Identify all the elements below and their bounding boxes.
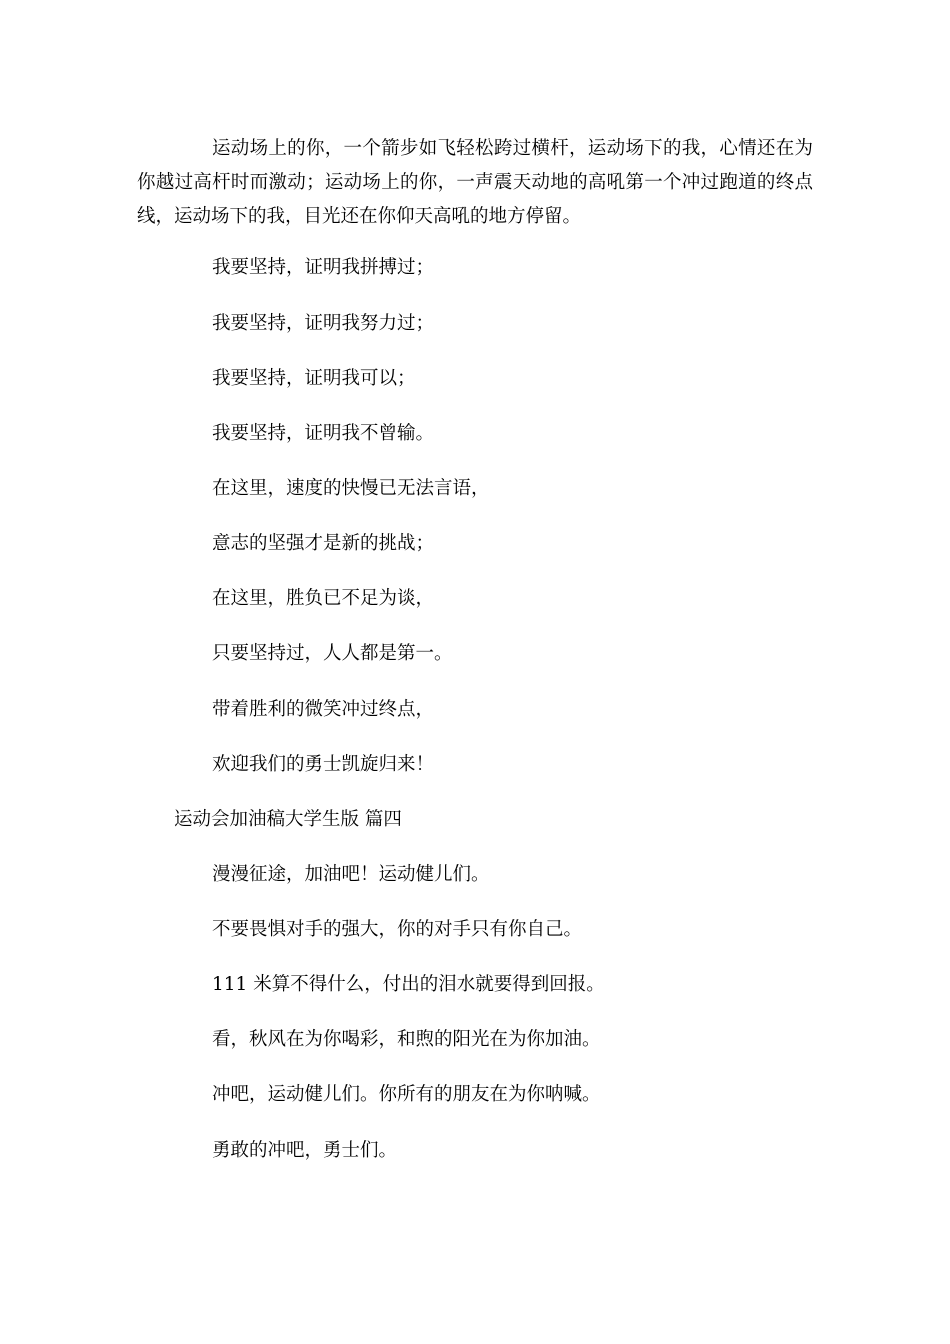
poem-line: 在这里，胜负已不足为谈， (212, 588, 435, 609)
section-heading: 运动会加油稿大学生版 篇四 (174, 809, 402, 830)
intro-paragraph: 运动场上的你，一个箭步如飞轻松跨过横杆，运动场下的我，心情还在为你越过高杆时而激动；运动场上的你，一声震天动地的高吼第一个冲过跑道的终点线，运动场下的我，目光还在你仰天高吼的地方停留。 (137, 138, 813, 227)
poem-line: 我要坚持，证明我不曾输。 (212, 423, 435, 444)
poem-line: 我要坚持，证明我努力过； (212, 313, 435, 334)
section-line: 冲吧，运动健儿们。你所有的朋友在为你呐喊。 (212, 1084, 601, 1105)
poem-line: 我要坚持，证明我可以； (212, 368, 416, 389)
poem-line: 在这里，速度的快慢已无法言语， (212, 478, 490, 499)
section-line: 看，秋风在为你喝彩，和煦的阳光在为你加油。 (212, 1029, 601, 1050)
poem-line: 我要坚持，证明我拼搏过； (212, 257, 435, 278)
poem-line: 意志的坚强才是新的挑战； (212, 533, 435, 554)
section-line: 111 米算不得什么，付出的泪水就要得到回报。 (212, 974, 605, 995)
section-line: 漫漫征途，加油吧！运动健儿们。 (212, 864, 490, 885)
section-line: 不要畏惧对手的强大，你的对手只有你自己。 (212, 919, 583, 940)
poem-line: 欢迎我们的勇士凯旋归来！ (212, 754, 435, 775)
poem-line: 带着胜利的微笑冲过终点， (212, 699, 435, 720)
poem-line: 只要坚持过，人人都是第一。 (212, 643, 453, 664)
section-line: 勇敢的冲吧，勇士们。 (212, 1140, 398, 1161)
